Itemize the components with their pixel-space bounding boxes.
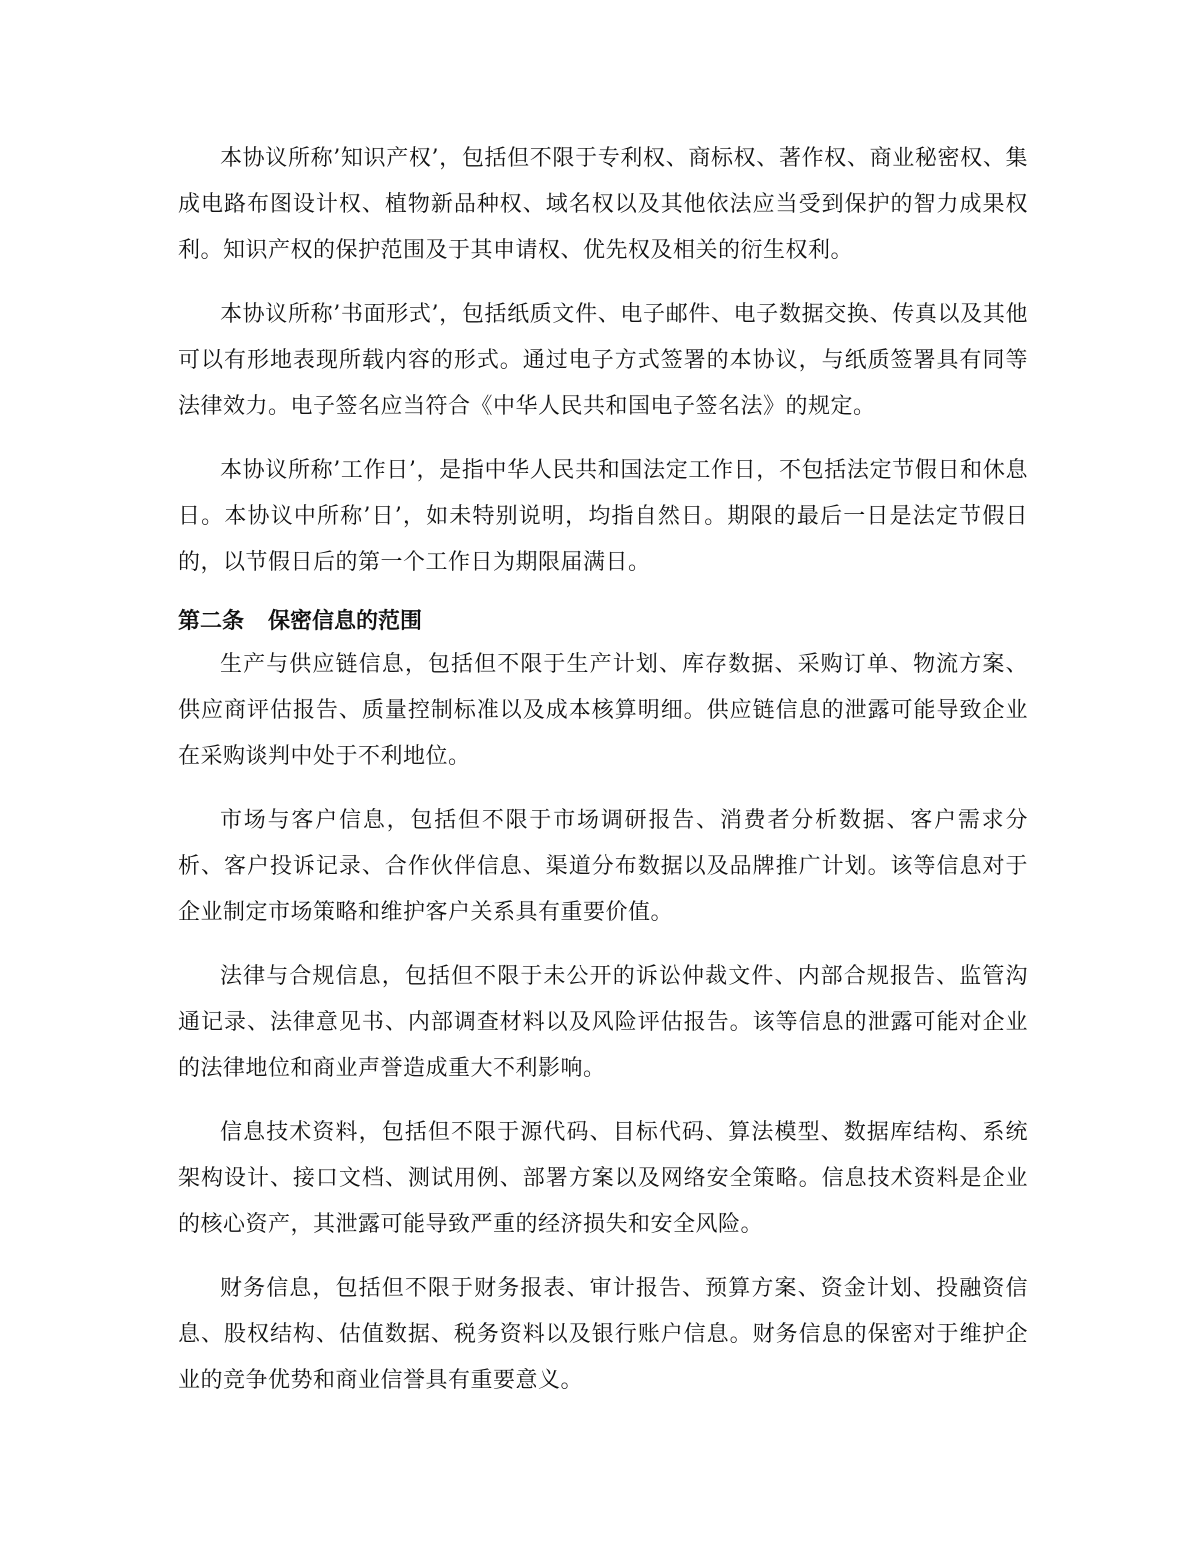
definition-intellectual-property: 本协议所称’知识产权’，包括但不限于专利权、商标权、著作权、商业秘密权、集成电路布图设计权、植物新品种权、域名权以及其他依法应当受到保护的智力成果权利。知识产权的保护范围及于其申请权、优先权及相关的衍生权利。: [178, 146, 1028, 263]
document-body: [178, 136, 1028, 1422]
paragraph-it-materials: 信息技术资料，包括但不限于源代码、目标代码、算法模型、数据库结构、系统架构设计、接口文档、测试用例、部署方案以及网络安全策略。信息技术资料是企业的核心资产，其泄露可能导致严重的经济损失和安全风险。: [178, 1120, 1028, 1237]
definition-working-day: 本协议所称’工作日’，是指中华人民共和国法定工作日，不包括法定节假日和休息日。本协议中所称’日’，如未特别说明，均指自然日。期限的最后一日是法定节假日的，以节假日后的第一个工作日为期限届满日。: [178, 458, 1028, 575]
article-title: 保密信息的范围: [268, 609, 423, 634]
paragraph-legal-compliance-info: 法律与合规信息，包括但不限于未公开的诉讼仲裁文件、内部合规报告、监管沟通记录、法律意见书、内部调查材料以及风险评估报告。该等信息的泄露可能对企业的法律地位和商业声誉造成重大不利影响。: [178, 964, 1028, 1081]
paragraph-market-customer-info: 市场与客户信息，包括但不限于市场调研报告、消费者分析数据、客户需求分析、客户投诉记录、合作伙伴信息、渠道分布数据以及品牌推广计划。该等信息对于企业制定市场策略和维护客户关系具有重要价值。: [178, 808, 1028, 925]
article-heading: [178, 604, 1028, 640]
paragraph-supply-chain-info: 生产与供应链信息，包括但不限于生产计划、库存数据、采购订单、物流方案、供应商评估报告、质量控制标准以及成本核算明细。供应链信息的泄露可能导致企业在采购谈判中处于不利地位。: [178, 652, 1028, 769]
paragraph-financial-info: 财务信息，包括但不限于财务报表、审计报告、预算方案、资金计划、投融资信息、股权结构、估值数据、税务资料以及银行账户信息。财务信息的保密对于维护企业的竞争优势和商业信誉具有重要意义。: [178, 1276, 1028, 1393]
article-number: 第二条: [178, 609, 245, 634]
definition-written-form: 本协议所称’书面形式’，包括纸质文件、电子邮件、电子数据交换、传真以及其他可以有形地表现所载内容的形式。通过电子方式签署的本协议，与纸质签署具有同等法律效力。电子签名应当符合《中华人民共和国电子签名法》的规定。: [178, 302, 1028, 419]
